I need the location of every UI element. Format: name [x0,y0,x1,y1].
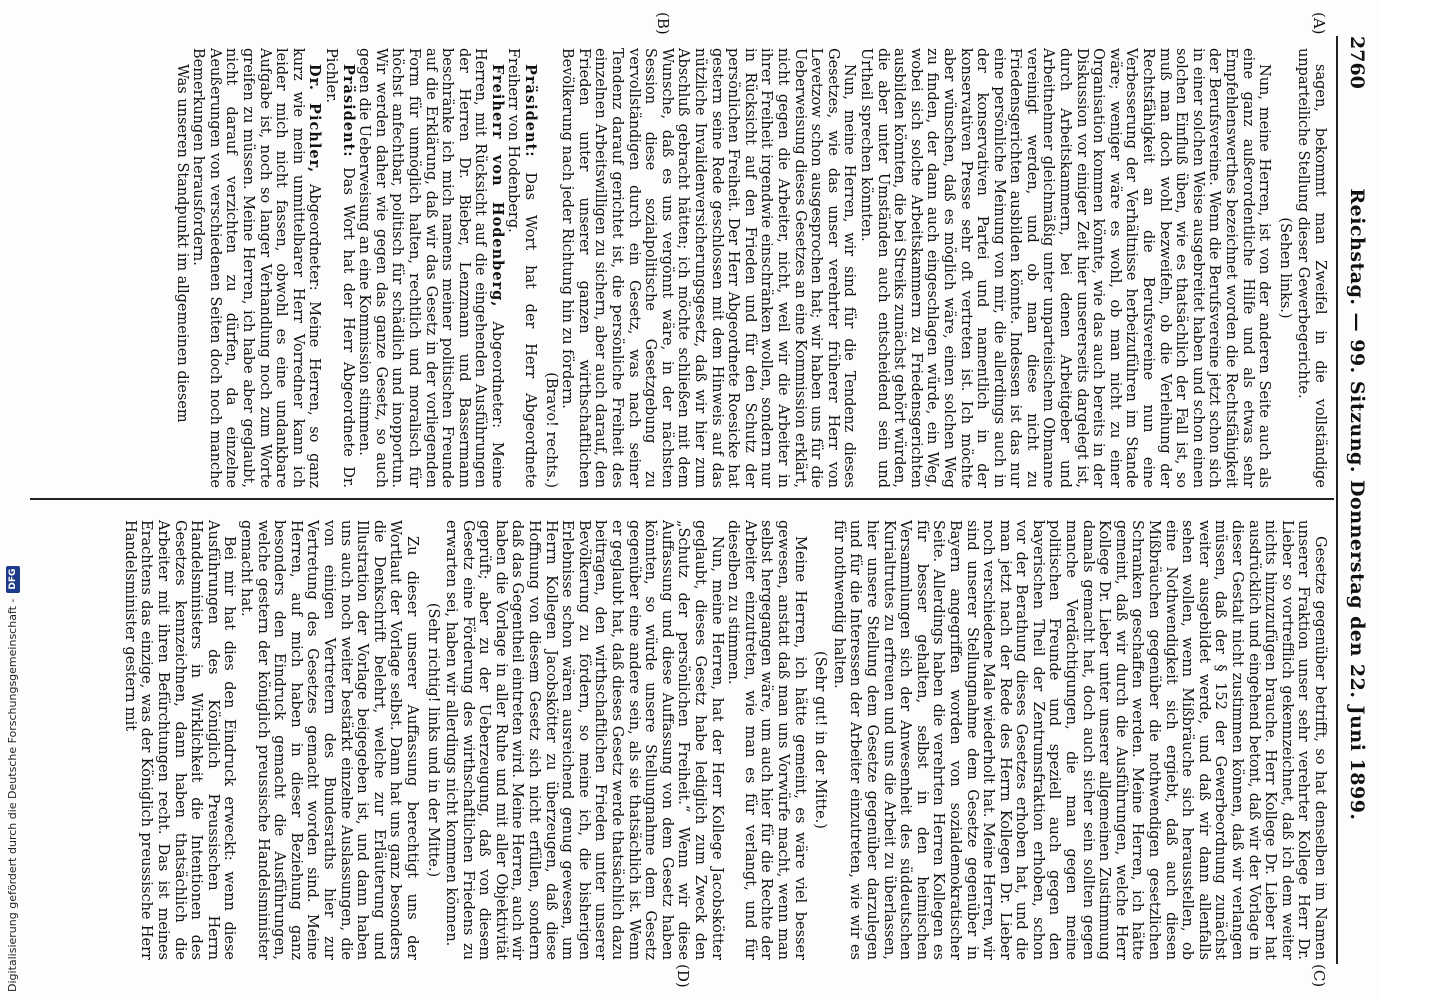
speaker-name: Dr. Pichler, [306,64,324,174]
left-column [40,48,1328,488]
dfg-logo: DFG [6,566,20,593]
page-header [1340,36,1374,964]
speaker-name: Präsident: [522,64,540,158]
margin-marker-c: (C) [1310,964,1328,988]
body-paragraph: Nun, meine Herren, hat der Herr Kollege Jacobskötter geglaubt, dieses Gesetz habe lediglich zum Zweck den „Schutz der persönlichen Freiheit.“ Wenn wir diese Auffassung und diese Auffassung von dem Gesetz haben könnten, so würde unsere Stellungnahme dem Gesetz gegenüber eine andere sein, als sie thatsächlich ist. Wenn er geglaubt hat, daß dieses Gesetz werde thatsächlich dazu beitragen, den wirthschaftlichen Frieden unter unserer Bevölkerung zu fördern, so meine ich, die bisherigen Erlebnisse schon wären ausreichend genug gewesen, um Herrn Kollegen Jacobskötter zu überzeugen, daß diese Hoffnung von diesem Gesetz sich nicht erfüllen, sondern daß das Gegentheil eintreten wird. Meine Herren, auch wir haben die Vorlage in aller Ruhe und mit aller Objektivität geprüft; aber zu der Ueberzeugung, daß von diesem Gesetz eine Förderung des wirthschaftlichen Friedens zu erwarten sei, haben wir allerdings nicht kommen können. [443,520,725,960]
speaker-name: Freiherr von Hodenberg, [488,64,506,308]
speech-text: Das Wort hat der Herr Abgeordnete Dr. Pichler. [322,48,356,488]
speech-paragraph [322,48,355,488]
interjection: (Sehen links.) [1276,217,1293,319]
header-rule [1336,36,1338,964]
body-paragraph: Gesetze gegenüber betrifft, so hat denselben im Namen unserer Fraktion unser sehr verehrter Kollege Herr Dr. Lieber so vortrefflich gekennzeichnet, daß ich dem weiter nichts hinzuzufügen brauche. Herr Kollege Dr. Lieber hat ausdrücklich und eingehend betont, daß wir der Vorlage in dieser Gestalt nicht zustimmen können, daß wir verlangen müssen, daß der § 152 der Gewerbeordnung zunächst weiter ausgebildet werde, und daß wir dann allenfalls sehen wollen, wenn Mißbräuche sich herausstellen, ob eine Nothwendigkeit sich ergiebt, daß auch diesen Mißbräuchen gegenüber die nothwendigen gesetzlichen Schranken geschaffen werden. Meine Herren, ich hätte gemeint, daß wir durch die Ausführungen, welche Herr Kollege Dr. Lieber unter unserer allgemeinen Zustimmung damals gemacht hat, doch auch sicher sein sollten gegen manche Verdächtigungen, die man gegen meine politischen Freunde und speziell auch gegen den bayerischen Theil der Zentrumsfraktion erhoben, schon vor der Berathung dieses Gesetzes erhoben hat, und die man jetzt nach der Rede des Herrn Kollegen Dr. Lieber noch verschiedene Male wiederholt hat. Meine Herren, wir sind unserer Stellungnahme dem Gesetze gegenüber in Bayern angegriffen worden von sozialdemokratischer Seite. Allerdings haben die verehrten Herren Kollegen es für besser gehalten, selbst in den heimischen Versammlungen sich der Anwesenheit des süddeutschen Kurialtrutes zu erfreuen und uns die Arbeit zu überlassen, hier unsere Stellung dem Gesetze gegenüber darzulegen und für die Interessen der Arbeiter einzutreten, wie wir es für nothwendig halten. [830,520,1328,960]
page-number: 2760 [1346,36,1368,89]
column-divider [30,498,1334,500]
page-title: Reichstag. — 99. Sitzung. Donnerstag den 22. Juni 1899. [1346,188,1368,821]
body-paragraph: sagen, bekommt man Zweifel in die vollständige unparteiliche Stellung dieser Gewerbegerichte. [1295,48,1328,488]
right-column [40,520,1328,960]
speaker-name: Präsident: [339,64,357,158]
speech-text: Das Wort hat der Herr Abgeordnete Freiherr von Hodenberg. [505,48,539,489]
body-paragraph: Meine Herren, ich hätte gemeint, es wäre viel besser gewesen, anstatt daß man uns Vorwürfe macht, wenn man selbst hergegangen wäre, um auch hier für die Rechte der Arbeiter einzutreten, wie man es für verlangt, und für dieselben zu stimmen. [725,520,808,960]
speech-text: Abgeordneter: Meine Herren, so ganz kurz wie mein unmittelbarer Herr Vorredner kann ich leider mich nicht fassen, obwohl es eine undankbare Aufgabe ist, noch so langer Verhandlung noch zum Worte greifen zu müssen. Meine Herren, ich habe aber geglaubt, nicht darauf verzichten zu dürfen, da einzelne Aeußerungen von verschiedenen Seiten doch noch manche Bemerkungen herausfordern. [190,48,323,488]
digitization-text: Digitalisierung gefördert durch die Deutsche Forschungsgemeinschaft - [6,598,19,992]
body-paragraph: Zu dieser unserer Auffassung berechtigt uns der Wortlaut der Vorlage selbst. Dann hat uns ganz besonders die Denkschrift belehrt, welche zur Erläuterung und Illustration der Vorlage beigegeben ist, und dann haben uns auch noch weiter bestärkt einzelne Auslassungen, die von einigen Vertretern des Bundesraths hier zur Vertretung des Gesetzes gemacht worden sind. Meine Herren, auf mich haben in dieser Beziehung ganz besonders den Eindruck gemacht die Ausführungen, welche gestern der königlich preussische Handelsminister gemacht hat. [238,520,420,960]
body-paragraph: Nun, meine Herren, ist von der anderen Seite auch als eine ganz außerordentliche Hilfe und als etwas sehr Empfehlenswerthes bezeichnet worden die Rechtsfähigkeit der Berufsvereine. Wenn die Berufsvereine jetzt schon sich in einer solchen Weise ausgebreitet haben und schon einen solchen Einfluß üben, wie es thatsächlich der Fall ist, so muß man doch wohl bezweifeln, ob die Verleihung der Rechtsfähigkeit an die Berufsvereine nun eine Verbesserung der Verhältnisse herbeizuführen im Stande wäre; weniger wäre es wohl, ob man nicht zu einer Organisation kommen könnte, wie das auch bereits in der Diskussion vor einiger Zeit hier unsererseits dargelegt ist, durch Arbeitskammern, bei denen Arbeitgeber und Arbeitnehmer gleichmäßig unter unparteiischem Obmanne vereinigt werden, und ob man diese nicht zu Friedensgerichten ausbilden könnte. Indessen ist das nur eine persönliche Meinung von mir, die allerdings auch in der konservativen Partei und namentlich in der konservativen Presse sehr oft vertreten ist. Ich möchte aber wünschen, daß es möglich wäre, einen solchen Weg zu finden, der dann auch eingeschlagen würde, ein Weg, wobei sich solche Arbeitskammern zu Friedensgerichten ausbilden könnten, die bei Streiks zunächst gehört würden, die aber unter Umständen auch entscheidend sein und Urtheil sprechen könnten. [857,48,1273,489]
margin-marker-a: (A) [1310,12,1328,35]
digitization-credit [2,0,24,1000]
interjection: (Bravo! rechts.) [542,372,559,488]
body-paragraph: Nun, meine Herren, wir sind für die Tendenz dieses Gesetzes, wie das unser verehrter früherer Herr von Levetzow schon ausgesprochen hat; wir haben uns für die Ueberweisung dieses Gesetzes an eine Kommission erklärt, nicht gegen die Arbeiter, nicht, weil wir die Arbeiter in ihrer Freiheit irgendwie einschränken wollen, sondern nur in Rücksicht auf den Frieden und für den Schutz der persönlichen Freiheit. Der Herr Abgeordnete Roesicke hat gestern seine Rede geschlossen mit dem Hinweis auf das nützliche Invalidenversicherungsgesetz, daß wir hier zum Abschluß gebracht hätten; ich möchte schließen mit dem Wunsche, daß es uns vergönnt wäre, in der nächsten Session diese sozialpolitische Gesetzgebung zu vervollständigen durch ein Gesetz, was nach seiner Tendenz darauf gerichtet ist, die persönliche Freiheit des einzelnen Arbeitswilligen zu sichern, aber auch darauf, den Frieden unter unserer ganzen wirthschaftlichen Bevölkerung nach jeder Richtung hin zu fördern. [559,48,858,488]
margin-marker-d: (D) [674,964,692,988]
speech-paragraph [190,48,323,488]
speech-text: Abgeordneter: Meine Herren, mit Rücksicht auf die eingehenden Ausführungen der Herren Dr. Bieber, Lenzmann und Bassermann beschränke ich mich namens meiner politischen Freunde auf die Erklärung, daß wir das Gesetz in der vorliegenden Form für unmöglich halten, rechtlich und moralisch für höchst anfechtbar, politisch für schädlich und inopportun. Wir werden daher wie gegen das ganze Gesetz, so auch gegen die Ueberweisung an eine Kommission stimmen. [356,48,505,488]
body-paragraph: Bei mir hat dies den Eindruck erweckt: wenn diese Ausführungen des Königlich Preussischen Herrn Handelsministers in Wirklichkeit die Intentionen des Gesetzes kennzeichnen, dann haben thatsächlich die Arbeiter mit ihren Befürchtungen recht. Das ist meines Erachtens das einzige, was der Königlich preussische Herr Handelsminister gestern mit [121,520,238,960]
speech-paragraph [356,48,505,488]
body-paragraph: Was unseren Standpunkt im allgemeinen diesem [173,64,190,423]
interjection: (Sehr richtig! links und in der Mitte.) [424,602,441,878]
speech-paragraph [505,48,538,488]
interjection: (Sehr gut! in der Mitte.) [812,651,829,829]
margin-marker-b: (B) [654,12,672,35]
